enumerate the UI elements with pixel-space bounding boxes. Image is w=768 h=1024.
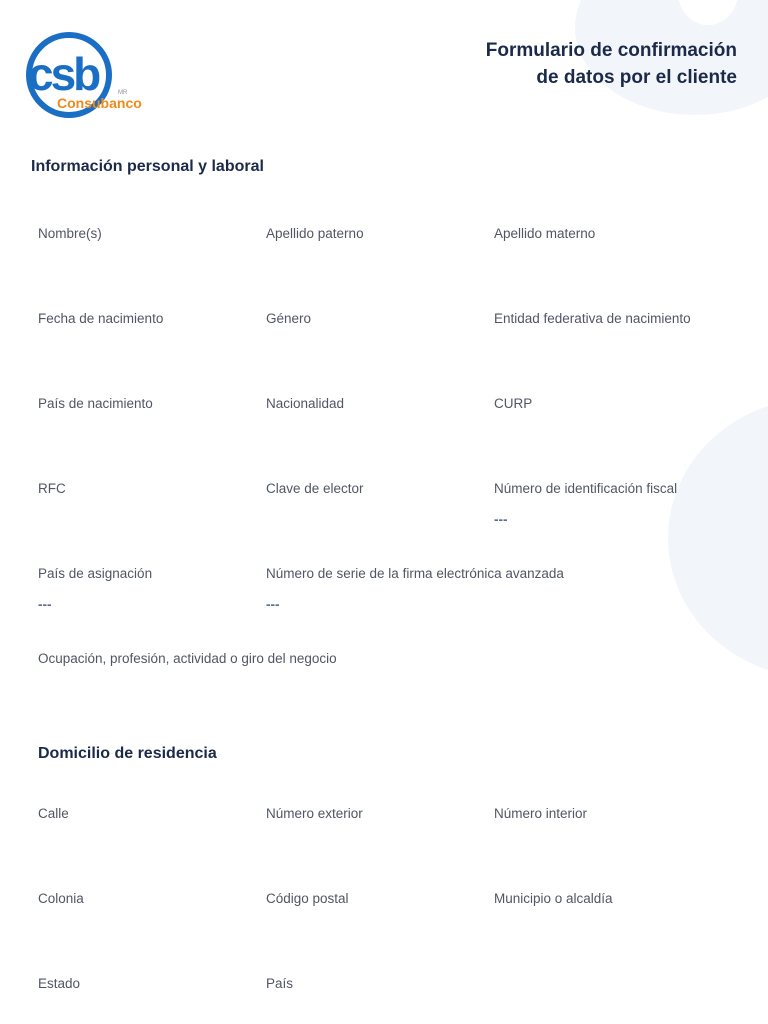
- document-title-line-2: de datos por el cliente: [536, 67, 737, 88]
- field-label-rfc: RFC: [38, 481, 66, 496]
- field-label-curp: CURP: [494, 396, 533, 411]
- document-title-line-1: Formulario de confirmación: [485, 40, 737, 61]
- field-label-entidad-federativa: Entidad federativa de nacimiento: [494, 311, 691, 326]
- field-label-apellido-materno: Apellido materno: [494, 226, 596, 241]
- field-label-codigo-postal: Código postal: [266, 891, 349, 906]
- section-title-domicilio: Domicilio de residencia: [38, 745, 217, 762]
- field-label-nacionalidad: Nacionalidad: [266, 396, 345, 411]
- field-value-numero-identificacion-fiscal: ---: [494, 512, 508, 527]
- field-label-pais: País: [266, 976, 294, 991]
- field-label-colonia: Colonia: [38, 891, 84, 906]
- field-value-pais-asignacion: ---: [38, 597, 52, 612]
- field-label-clave-elector: Clave de elector: [266, 481, 364, 496]
- consubanco-logo: [26, 28, 156, 123]
- background-decoration-right: [668, 398, 768, 678]
- field-label-numero-identificacion-fiscal: Número de identificación fiscal: [494, 481, 678, 496]
- field-label-nombre: Nombre(s): [38, 226, 102, 241]
- field-label-ocupacion: Ocupación, profesión, actividad o giro del negocio: [38, 651, 337, 666]
- field-label-numero-exterior: Número exterior: [266, 806, 363, 821]
- field-label-apellido-paterno: Apellido paterno: [266, 226, 364, 241]
- field-label-genero: Género: [266, 311, 312, 326]
- logo-trademark: MR: [118, 90, 128, 96]
- field-label-numero-interior: Número interior: [494, 806, 588, 821]
- logo-brand-name: Consubanco: [57, 95, 142, 111]
- field-label-pais-asignacion: País de asignación: [38, 566, 153, 581]
- field-label-estado: Estado: [38, 976, 81, 991]
- field-label-pais-nacimiento: País de nacimiento: [38, 396, 153, 411]
- field-label-fecha-nacimiento: Fecha de nacimiento: [38, 311, 164, 326]
- field-label-numero-serie-firma: Número de serie de la firma electrónica avanzada: [266, 566, 564, 581]
- field-label-municipio: Municipio o alcaldía: [494, 891, 613, 906]
- section-title-personal: Información personal y laboral: [31, 158, 264, 175]
- field-label-calle: Calle: [38, 806, 69, 821]
- document-title: [357, 37, 737, 91]
- field-value-numero-serie-firma: ---: [266, 597, 280, 612]
- logo-letters: csb: [28, 48, 99, 100]
